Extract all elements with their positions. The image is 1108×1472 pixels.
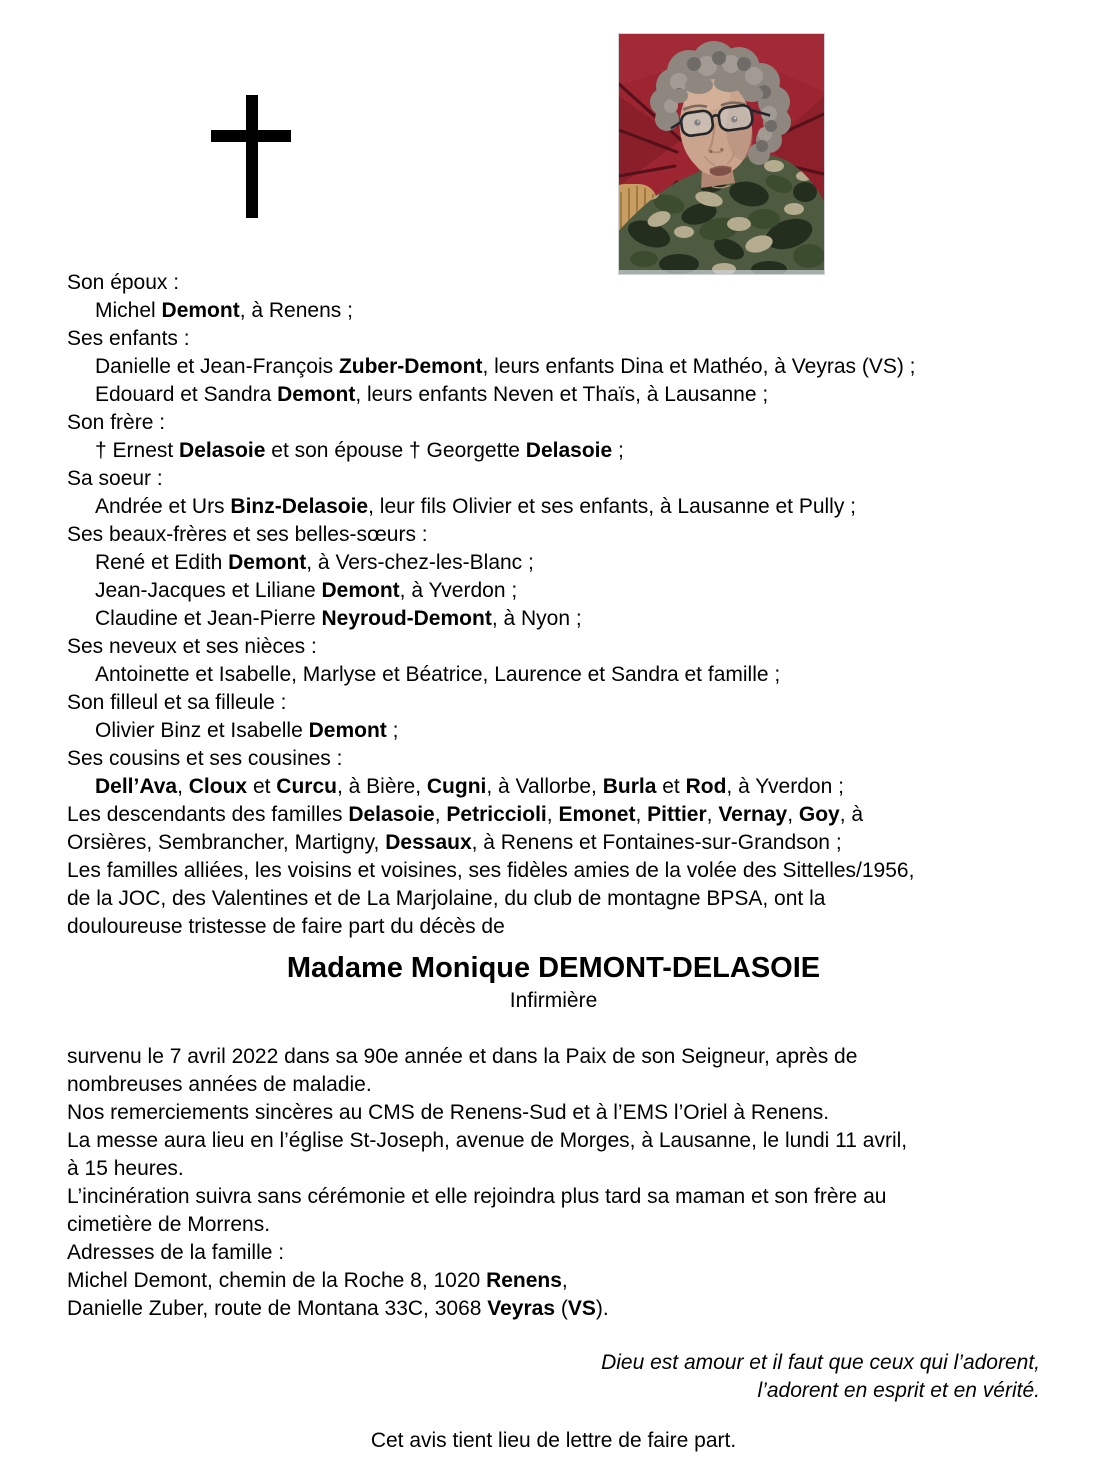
text-segment: , [546,803,559,826]
text-segment: Ses beaux-frères et ses belles-sœurs : [67,523,428,546]
family-line [67,493,1040,521]
family-line [67,717,1040,745]
text-segment: , à [839,803,864,826]
text-segment: René et Edith [95,551,229,574]
details-line [67,1239,1040,1267]
text-segment: Son époux : [67,271,180,294]
details-line [67,1183,1040,1211]
family-line [67,465,1040,493]
text-segment: Danielle Zuber, route de Montana 33C, 3068 [67,1297,488,1320]
portrait-photo [618,33,825,275]
text-segment: , [706,803,719,826]
text-segment: Delasoie [525,439,613,462]
text-segment: , [177,775,189,798]
text-segment: , à Yverdon ; [726,775,844,798]
text-segment: Renens [486,1269,562,1292]
deceased-profession: Infirmière [509,989,598,1012]
text-segment: cimetière de Morrens. [67,1213,271,1236]
details-section [67,1043,1040,1323]
text-segment: Michel Demont, chemin de la Roche 8, 1020 [67,1269,487,1292]
cross-icon [211,95,291,218]
text-segment: Ses cousins et ses cousines : [67,747,343,770]
text-segment: , à Nyon ; [491,607,582,630]
text-segment: † Ernest [95,439,180,462]
text-segment: Orsières, Sembrancher, Martigny, [67,831,386,854]
family-line [67,689,1040,717]
details-line [67,1295,1040,1323]
text-segment: Delasoie [179,439,266,462]
text-segment: ( [555,1297,568,1320]
text-segment: Cloux [188,775,248,798]
header-section [0,0,1108,269]
text-segment: Delasoie [348,803,435,826]
text-segment: Dessaux [385,831,472,854]
deceased-name: Madame Monique DEMONT-DELASOIE [286,952,821,984]
text-segment: Neyroud-Demont [321,607,492,630]
text-segment: Petriccioli [446,803,547,826]
text-segment: Antoinette et Isabelle, Marlyse et Béatrice, Laurence et Sandra et famille ; [95,663,781,686]
family-line [67,325,1040,353]
text-segment: , à Renens ; [239,299,353,322]
text-segment: ; [386,719,399,742]
details-line [67,1211,1040,1239]
family-line [67,857,1040,885]
text-segment: L’incinération suivra sans cérémonie et elle rejoindra plus tard sa maman et son frère au [67,1185,887,1208]
text-segment: Son filleul et sa filleule : [67,691,287,714]
text-segment: Ses neveux et ses nièces : [67,635,317,658]
family-line [67,605,1040,633]
family-list [67,269,1040,941]
text-segment: Pittier [647,803,707,826]
text-segment: Zuber-Demont [338,355,483,378]
details-line [67,1043,1040,1071]
text-segment: Claudine et Jean-Pierre [95,607,322,630]
text-segment: , leurs enfants Neven et Thaïs, à Lausanne ; [355,383,769,406]
text-segment: , [635,803,648,826]
text-segment: Les descendants des familles [67,803,349,826]
text-segment: et [247,775,277,798]
family-line [67,381,1040,409]
family-line [67,633,1040,661]
text-segment: , à Vallorbe, [486,775,603,798]
text-segment: Jean-Jacques et Liliane [95,579,322,602]
text-segment: Dell’Ava [95,775,178,798]
text-segment: Michel [95,299,162,322]
text-segment: Andrée et Urs [95,495,231,518]
family-line [67,437,1040,465]
text-segment: , à Yverdon ; [399,579,518,602]
text-segment: Demont [277,383,356,406]
text-segment: Ses enfants : [67,327,190,350]
text-segment: de la JOC, des Valentines et de La Marjolaine, du club de montagne BPSA, ont la [67,887,826,910]
text-segment: Vernay [718,803,788,826]
family-line [67,745,1040,773]
text-segment: Veyras [487,1297,556,1320]
details-line [67,1071,1040,1099]
text-segment: La messe aura lieu en l’église St-Joseph, avenue de Morges, à Lausanne, le lundi 11 avril, [67,1129,908,1152]
text-segment: Demont [228,551,307,574]
text-segment: Cugni [426,775,487,798]
text-segment: à 15 heures. [67,1157,184,1180]
text-segment: Demont [308,719,387,742]
family-line [67,353,1040,381]
text-segment: , [434,803,447,826]
text-segment: Burla [602,775,657,798]
text-segment: Son frère : [67,411,166,434]
text-segment: ; [612,439,624,462]
text-segment: Demont [321,579,400,602]
family-line [67,829,1040,857]
text-segment: Dieu est amour et il faut que ceux qui l’adorent, [601,1351,1040,1374]
text-segment: , [787,803,799,826]
family-line [67,577,1040,605]
text-segment: , [561,1269,568,1292]
text-segment: l’adorent en esprit et en vérité. [757,1379,1040,1402]
text-segment: Rod [685,775,727,798]
family-line [67,549,1040,577]
text-segment: douloureuse tristesse de faire part du décès de [67,915,505,938]
text-segment: Les familles alliées, les voisins et voisines, ses fidèles amies de la volée des Sittelles/1956, [67,859,915,882]
text-segment: ). [595,1297,609,1320]
family-line [67,801,1040,829]
text-segment: Curcu [276,775,337,798]
text-segment: Goy [798,803,840,826]
details-line [67,1099,1040,1127]
text-segment: Danielle et Jean-François [95,355,339,378]
scripture-quote [67,1349,1040,1405]
details-line [67,1155,1040,1183]
family-line [67,269,1040,297]
details-line [67,1127,1040,1155]
text-segment: Olivier Binz et Isabelle [95,719,309,742]
text-segment: survenu le 7 avril 2022 dans sa 90e année et dans la Paix de son Seigneur, après de [67,1045,858,1068]
text-segment: VS [567,1297,596,1320]
notice-body [0,269,1108,1455]
family-line [67,773,1040,801]
family-line [67,409,1040,437]
family-line [67,885,1040,913]
text-segment: , à Vers-chez-les-Blanc ; [306,551,534,574]
text-segment: Adresses de la famille : [67,1241,285,1264]
text-segment: Binz-Delasoie [230,495,369,518]
text-segment: Edouard et Sandra [95,383,278,406]
text-segment: Sa soeur : [67,467,163,490]
text-segment: Nos remerciements sincères au CMS de Renens-Sud et à l’EMS l’Oriel à Renens. [67,1101,830,1124]
details-line [67,1267,1040,1295]
quote-line [67,1377,1040,1405]
text-segment: et [656,775,686,798]
text-segment: Demont [161,299,240,322]
quote-line [67,1349,1040,1377]
text-segment: , leur fils Olivier et ses enfants, à Lausanne et Pully ; [368,495,857,518]
closing-notice: Cet avis tient lieu de lettre de faire part. [370,1429,737,1452]
text-segment: et son épouse † Georgette [265,439,526,462]
text-segment: Emonet [558,803,636,826]
text-segment: , leurs enfants Dina et Mathéo, à Veyras (VS) ; [482,355,916,378]
text-segment: nombreuses années de maladie. [67,1073,372,1096]
family-line [67,913,1040,941]
family-line [67,661,1040,689]
family-line [67,297,1040,325]
text-segment: , à Renens et Fontaines-sur-Grandson ; [471,831,842,854]
family-line [67,521,1040,549]
text-segment: , à Bière, [336,775,427,798]
